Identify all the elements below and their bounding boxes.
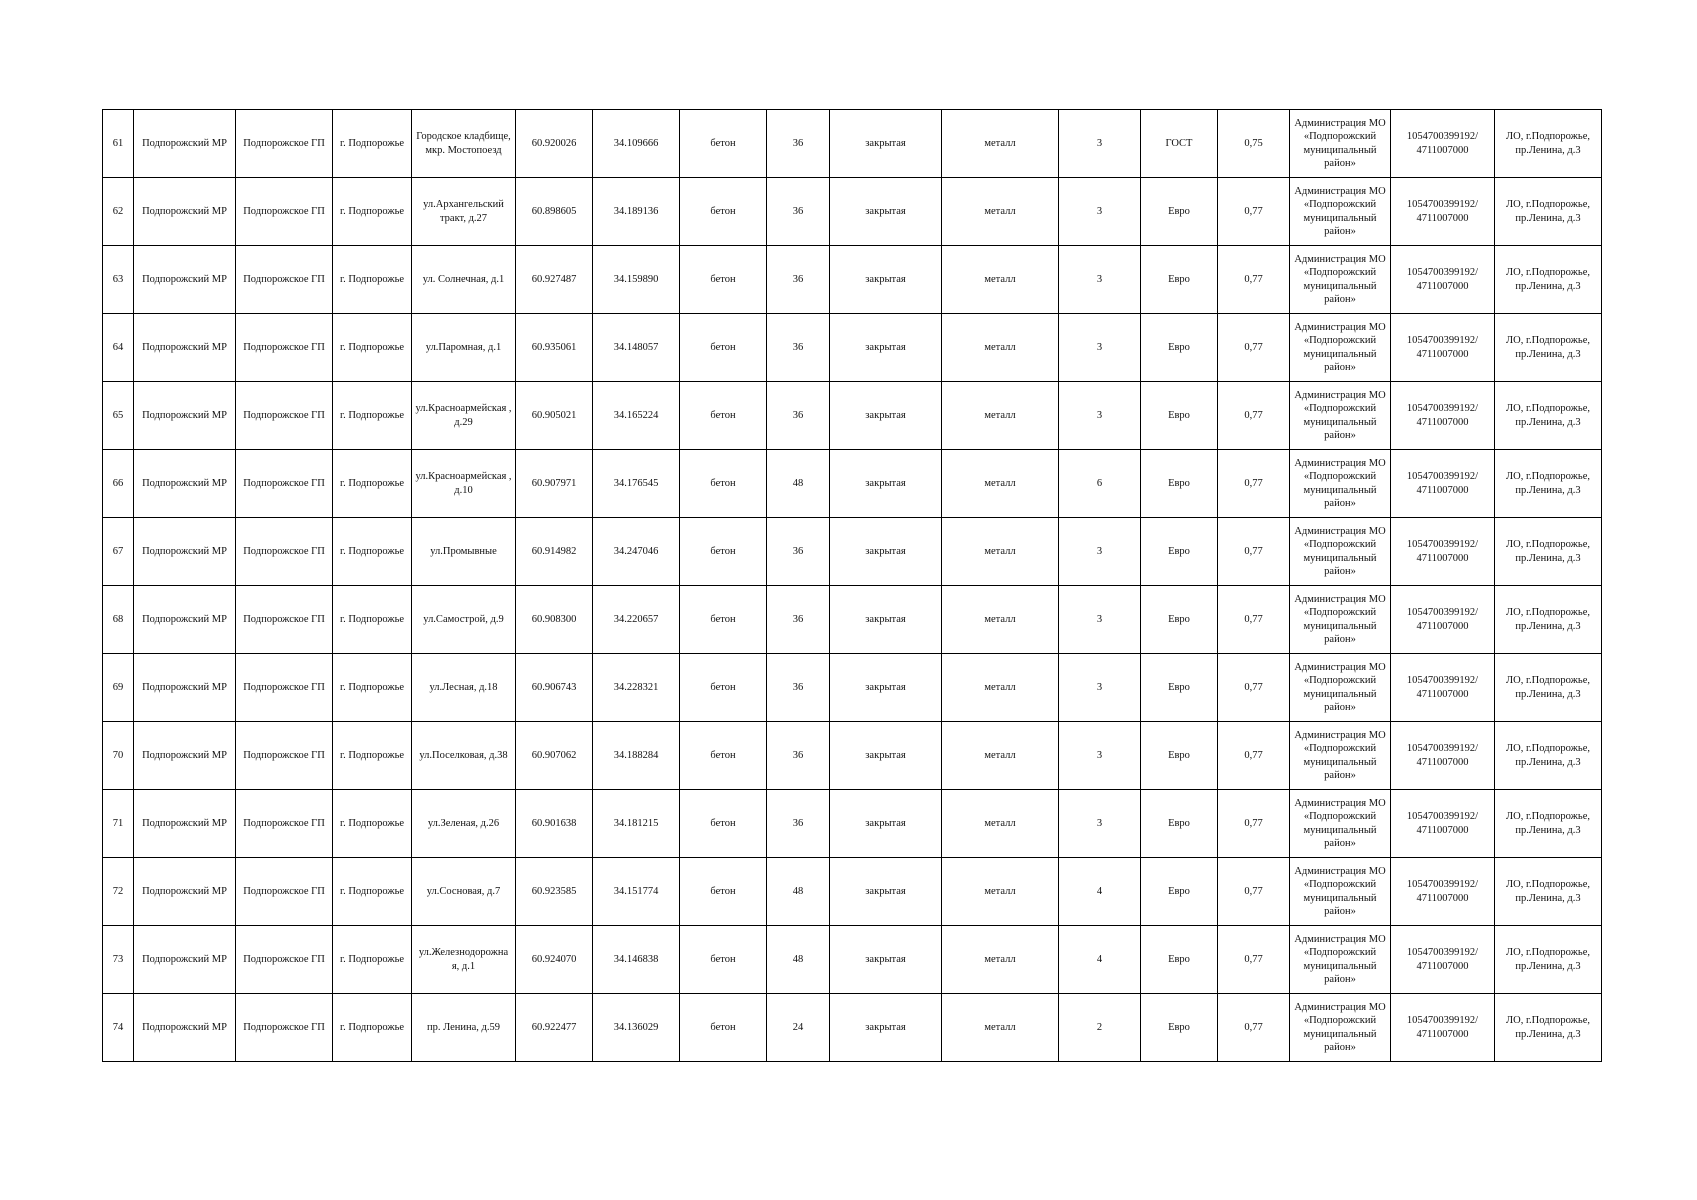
table-row [103, 314, 1602, 382]
address-cell: ул.Поселковая, д.38 [412, 722, 516, 790]
district-cell: Подпорожский МР [134, 450, 236, 518]
container-volume-cell: 0,77 [1218, 722, 1290, 790]
ogrn-inn-cell: 1054700399192/ 4711007000 [1391, 586, 1495, 654]
container-count-cell: 4 [1059, 858, 1141, 926]
owner-text: Администрация МО «Подпорожский муниципальный район» [1294, 865, 1386, 917]
container-type-cell: Евро [1141, 246, 1218, 314]
container-volume-cell: 0,77 [1218, 586, 1290, 654]
town-cell: г. Подпорожье [333, 178, 412, 246]
owner-text: Администрация МО «Подпорожский муниципальный район» [1294, 389, 1386, 441]
fence-cell: закрытая [830, 994, 942, 1062]
owner-address-cell: ЛО, г.Подпорожье, пр.Ленина, д.3 [1495, 518, 1602, 586]
longitude-cell: 34.188284 [593, 722, 680, 790]
table-row [103, 654, 1602, 722]
surface-cell: бетон [680, 858, 767, 926]
district-cell: Подпорожский МР [134, 926, 236, 994]
area-cell: 36 [767, 654, 830, 722]
longitude-cell: 34.159890 [593, 246, 680, 314]
owner-text: Администрация МО «Подпорожский муниципальный район» [1294, 117, 1386, 169]
row-number-cell: 64 [103, 314, 134, 382]
longitude-cell: 34.176545 [593, 450, 680, 518]
owner-cell [1290, 110, 1391, 178]
area-cell: 48 [767, 858, 830, 926]
address-cell: ул.Сосновая, д.7 [412, 858, 516, 926]
town-cell: г. Подпорожье [333, 314, 412, 382]
area-cell: 36 [767, 314, 830, 382]
town-cell: г. Подпорожье [333, 790, 412, 858]
table-row [103, 178, 1602, 246]
container-count-cell: 3 [1059, 246, 1141, 314]
longitude-cell: 34.151774 [593, 858, 680, 926]
row-number-cell: 70 [103, 722, 134, 790]
container-count-cell: 3 [1059, 178, 1141, 246]
container-count-cell: 3 [1059, 654, 1141, 722]
owner-cell [1290, 586, 1391, 654]
ogrn-inn-cell: 1054700399192/ 4711007000 [1391, 722, 1495, 790]
ogrn-inn-cell: 1054700399192/ 4711007000 [1391, 382, 1495, 450]
area-cell: 36 [767, 586, 830, 654]
area-cell: 48 [767, 450, 830, 518]
district-cell: Подпорожский МР [134, 858, 236, 926]
area-cell: 36 [767, 722, 830, 790]
material-cell: металл [942, 722, 1059, 790]
longitude-cell: 34.148057 [593, 314, 680, 382]
settlement-cell: Подпорожское ГП [236, 314, 333, 382]
table-row [103, 246, 1602, 314]
row-number-cell: 62 [103, 178, 134, 246]
ogrn-inn-cell: 1054700399192/ 4711007000 [1391, 246, 1495, 314]
material-cell: металл [942, 858, 1059, 926]
container-count-cell: 3 [1059, 790, 1141, 858]
container-type-cell: Евро [1141, 314, 1218, 382]
latitude-cell: 60.907971 [516, 450, 593, 518]
row-number-cell: 73 [103, 926, 134, 994]
fence-cell: закрытая [830, 722, 942, 790]
longitude-cell: 34.136029 [593, 994, 680, 1062]
table-row [103, 722, 1602, 790]
fence-cell: закрытая [830, 858, 942, 926]
owner-cell [1290, 858, 1391, 926]
address-cell: ул.Паромная, д.1 [412, 314, 516, 382]
owner-address-cell: ЛО, г.Подпорожье, пр.Ленина, д.3 [1495, 994, 1602, 1062]
latitude-cell: 60.905021 [516, 382, 593, 450]
address-cell: ул. Солнечная, д.1 [412, 246, 516, 314]
owner-cell [1290, 994, 1391, 1062]
container-volume-cell: 0,77 [1218, 178, 1290, 246]
address-cell: ул.Красноармейская , д.10 [412, 450, 516, 518]
owner-address-cell: ЛО, г.Подпорожье, пр.Ленина, д.3 [1495, 586, 1602, 654]
address-cell: пр. Ленина, д.59 [412, 994, 516, 1062]
latitude-cell: 60.898605 [516, 178, 593, 246]
district-cell: Подпорожский МР [134, 790, 236, 858]
container-count-cell: 6 [1059, 450, 1141, 518]
material-cell: металл [942, 246, 1059, 314]
settlement-cell: Подпорожское ГП [236, 858, 333, 926]
area-cell: 48 [767, 926, 830, 994]
settlement-cell: Подпорожское ГП [236, 178, 333, 246]
owner-cell [1290, 246, 1391, 314]
surface-cell: бетон [680, 586, 767, 654]
address-cell: ул.Самострой, д.9 [412, 586, 516, 654]
row-number-cell: 74 [103, 994, 134, 1062]
material-cell: металл [942, 790, 1059, 858]
latitude-cell: 60.920026 [516, 110, 593, 178]
owner-cell [1290, 654, 1391, 722]
settlement-cell: Подпорожское ГП [236, 790, 333, 858]
fence-cell: закрытая [830, 926, 942, 994]
district-cell: Подпорожский МР [134, 518, 236, 586]
district-cell: Подпорожский МР [134, 654, 236, 722]
area-cell: 24 [767, 994, 830, 1062]
container-type-cell: Евро [1141, 790, 1218, 858]
table-row [103, 586, 1602, 654]
owner-text: Администрация МО «Подпорожский муниципальный район» [1294, 253, 1386, 305]
settlement-cell: Подпорожское ГП [236, 518, 333, 586]
town-cell: г. Подпорожье [333, 382, 412, 450]
container-volume-cell: 0,77 [1218, 382, 1290, 450]
surface-cell: бетон [680, 518, 767, 586]
fence-cell: закрытая [830, 654, 942, 722]
owner-address-cell: ЛО, г.Подпорожье, пр.Ленина, д.3 [1495, 178, 1602, 246]
town-cell: г. Подпорожье [333, 926, 412, 994]
surface-cell: бетон [680, 246, 767, 314]
row-number-cell: 66 [103, 450, 134, 518]
owner-address-cell: ЛО, г.Подпорожье, пр.Ленина, д.3 [1495, 450, 1602, 518]
owner-text: Администрация МО «Подпорожский муниципальный район» [1294, 525, 1386, 577]
container-sites-table [102, 109, 1602, 1062]
owner-address-cell: ЛО, г.Подпорожье, пр.Ленина, д.3 [1495, 926, 1602, 994]
container-type-cell: Евро [1141, 178, 1218, 246]
row-number-cell: 68 [103, 586, 134, 654]
table-row [103, 518, 1602, 586]
surface-cell: бетон [680, 926, 767, 994]
address-cell: ул.Железнодорожна я, д.1 [412, 926, 516, 994]
owner-text: Администрация МО «Подпорожский муниципальный район» [1294, 593, 1386, 645]
row-number-cell: 72 [103, 858, 134, 926]
ogrn-inn-cell: 1054700399192/ 4711007000 [1391, 450, 1495, 518]
longitude-cell: 34.146838 [593, 926, 680, 994]
area-cell: 36 [767, 110, 830, 178]
town-cell: г. Подпорожье [333, 858, 412, 926]
material-cell: металл [942, 994, 1059, 1062]
settlement-cell: Подпорожское ГП [236, 586, 333, 654]
fence-cell: закрытая [830, 382, 942, 450]
material-cell: металл [942, 382, 1059, 450]
ogrn-inn-cell: 1054700399192/ 4711007000 [1391, 110, 1495, 178]
latitude-cell: 60.924070 [516, 926, 593, 994]
owner-text: Администрация МО «Подпорожский муниципальный район» [1294, 661, 1386, 713]
table-row [103, 994, 1602, 1062]
owner-cell [1290, 926, 1391, 994]
longitude-cell: 34.220657 [593, 586, 680, 654]
container-volume-cell: 0,77 [1218, 450, 1290, 518]
surface-cell: бетон [680, 654, 767, 722]
container-volume-cell: 0,75 [1218, 110, 1290, 178]
container-count-cell: 4 [1059, 926, 1141, 994]
container-count-cell: 3 [1059, 518, 1141, 586]
owner-text: Администрация МО «Подпорожский муниципальный район» [1294, 1001, 1386, 1053]
address-cell: ул.Зеленая, д.26 [412, 790, 516, 858]
fence-cell: закрытая [830, 246, 942, 314]
container-type-cell: Евро [1141, 518, 1218, 586]
town-cell: г. Подпорожье [333, 110, 412, 178]
owner-address-cell: ЛО, г.Подпорожье, пр.Ленина, д.3 [1495, 246, 1602, 314]
town-cell: г. Подпорожье [333, 246, 412, 314]
settlement-cell: Подпорожское ГП [236, 110, 333, 178]
container-count-cell: 2 [1059, 994, 1141, 1062]
container-count-cell: 3 [1059, 586, 1141, 654]
longitude-cell: 34.181215 [593, 790, 680, 858]
row-number-cell: 61 [103, 110, 134, 178]
longitude-cell: 34.165224 [593, 382, 680, 450]
district-cell: Подпорожский МР [134, 246, 236, 314]
address-cell: Городское кладбище, мкр. Мостопоезд [412, 110, 516, 178]
address-cell: ул.Промывные [412, 518, 516, 586]
address-cell: ул.Красноармейская , д.29 [412, 382, 516, 450]
district-cell: Подпорожский МР [134, 586, 236, 654]
material-cell: металл [942, 654, 1059, 722]
fence-cell: закрытая [830, 518, 942, 586]
owner-address-cell: ЛО, г.Подпорожье, пр.Ленина, д.3 [1495, 382, 1602, 450]
latitude-cell: 60.935061 [516, 314, 593, 382]
row-number-cell: 69 [103, 654, 134, 722]
owner-text: Администрация МО «Подпорожский муниципальный район» [1294, 457, 1386, 509]
ogrn-inn-cell: 1054700399192/ 4711007000 [1391, 314, 1495, 382]
owner-address-cell: ЛО, г.Подпорожье, пр.Ленина, д.3 [1495, 790, 1602, 858]
district-cell: Подпорожский МР [134, 994, 236, 1062]
owner-text: Администрация МО «Подпорожский муниципальный район» [1294, 729, 1386, 781]
latitude-cell: 60.907062 [516, 722, 593, 790]
town-cell: г. Подпорожье [333, 450, 412, 518]
owner-text: Администрация МО «Подпорожский муниципальный район» [1294, 933, 1386, 985]
town-cell: г. Подпорожье [333, 518, 412, 586]
longitude-cell: 34.109666 [593, 110, 680, 178]
owner-cell [1290, 790, 1391, 858]
material-cell: металл [942, 110, 1059, 178]
material-cell: металл [942, 450, 1059, 518]
latitude-cell: 60.906743 [516, 654, 593, 722]
area-cell: 36 [767, 518, 830, 586]
material-cell: металл [942, 518, 1059, 586]
owner-cell [1290, 518, 1391, 586]
latitude-cell: 60.927487 [516, 246, 593, 314]
settlement-cell: Подпорожское ГП [236, 722, 333, 790]
container-type-cell: Евро [1141, 858, 1218, 926]
area-cell: 36 [767, 178, 830, 246]
row-number-cell: 63 [103, 246, 134, 314]
material-cell: металл [942, 314, 1059, 382]
material-cell: металл [942, 926, 1059, 994]
ogrn-inn-cell: 1054700399192/ 4711007000 [1391, 994, 1495, 1062]
container-type-cell: Евро [1141, 654, 1218, 722]
container-volume-cell: 0,77 [1218, 314, 1290, 382]
container-count-cell: 3 [1059, 314, 1141, 382]
ogrn-inn-cell: 1054700399192/ 4711007000 [1391, 790, 1495, 858]
material-cell: металл [942, 178, 1059, 246]
area-cell: 36 [767, 382, 830, 450]
container-volume-cell: 0,77 [1218, 790, 1290, 858]
owner-cell [1290, 722, 1391, 790]
address-cell: ул.Архангельский тракт, д.27 [412, 178, 516, 246]
district-cell: Подпорожский МР [134, 382, 236, 450]
container-count-cell: 3 [1059, 110, 1141, 178]
longitude-cell: 34.189136 [593, 178, 680, 246]
surface-cell: бетон [680, 722, 767, 790]
district-cell: Подпорожский МР [134, 314, 236, 382]
container-type-cell: Евро [1141, 926, 1218, 994]
table-row [103, 382, 1602, 450]
container-type-cell: Евро [1141, 382, 1218, 450]
owner-text: Администрация МО «Подпорожский муниципальный район» [1294, 797, 1386, 849]
settlement-cell: Подпорожское ГП [236, 926, 333, 994]
container-type-cell: Евро [1141, 450, 1218, 518]
row-number-cell: 71 [103, 790, 134, 858]
container-type-cell: Евро [1141, 722, 1218, 790]
table-row [103, 926, 1602, 994]
area-cell: 36 [767, 790, 830, 858]
ogrn-inn-cell: 1054700399192/ 4711007000 [1391, 858, 1495, 926]
ogrn-inn-cell: 1054700399192/ 4711007000 [1391, 518, 1495, 586]
area-cell: 36 [767, 246, 830, 314]
ogrn-inn-cell: 1054700399192/ 4711007000 [1391, 926, 1495, 994]
settlement-cell: Подпорожское ГП [236, 382, 333, 450]
owner-address-cell: ЛО, г.Подпорожье, пр.Ленина, д.3 [1495, 110, 1602, 178]
surface-cell: бетон [680, 314, 767, 382]
owner-address-cell: ЛО, г.Подпорожье, пр.Ленина, д.3 [1495, 858, 1602, 926]
owner-address-cell: ЛО, г.Подпорожье, пр.Ленина, д.3 [1495, 722, 1602, 790]
latitude-cell: 60.908300 [516, 586, 593, 654]
settlement-cell: Подпорожское ГП [236, 654, 333, 722]
container-volume-cell: 0,77 [1218, 518, 1290, 586]
latitude-cell: 60.922477 [516, 994, 593, 1062]
town-cell: г. Подпорожье [333, 654, 412, 722]
district-cell: Подпорожский МР [134, 110, 236, 178]
fence-cell: закрытая [830, 178, 942, 246]
table-row [103, 110, 1602, 178]
longitude-cell: 34.247046 [593, 518, 680, 586]
surface-cell: бетон [680, 994, 767, 1062]
owner-cell [1290, 314, 1391, 382]
table-body [103, 110, 1602, 1062]
row-number-cell: 67 [103, 518, 134, 586]
district-cell: Подпорожский МР [134, 178, 236, 246]
owner-text: Администрация МО «Подпорожский муниципальный район» [1294, 185, 1386, 237]
surface-cell: бетон [680, 382, 767, 450]
table-row [103, 858, 1602, 926]
fence-cell: закрытая [830, 450, 942, 518]
address-cell: ул.Лесная, д.18 [412, 654, 516, 722]
table-row [103, 450, 1602, 518]
owner-text: Администрация МО «Подпорожский муниципальный район» [1294, 321, 1386, 373]
container-volume-cell: 0,77 [1218, 246, 1290, 314]
town-cell: г. Подпорожье [333, 994, 412, 1062]
latitude-cell: 60.901638 [516, 790, 593, 858]
district-cell: Подпорожский МР [134, 722, 236, 790]
owner-address-cell: ЛО, г.Подпорожье, пр.Ленина, д.3 [1495, 654, 1602, 722]
settlement-cell: Подпорожское ГП [236, 994, 333, 1062]
surface-cell: бетон [680, 178, 767, 246]
longitude-cell: 34.228321 [593, 654, 680, 722]
fence-cell: закрытая [830, 110, 942, 178]
container-count-cell: 3 [1059, 722, 1141, 790]
container-type-cell: Евро [1141, 586, 1218, 654]
table-row [103, 790, 1602, 858]
latitude-cell: 60.923585 [516, 858, 593, 926]
surface-cell: бетон [680, 110, 767, 178]
container-volume-cell: 0,77 [1218, 654, 1290, 722]
container-volume-cell: 0,77 [1218, 858, 1290, 926]
fence-cell: закрытая [830, 314, 942, 382]
surface-cell: бетон [680, 450, 767, 518]
container-type-cell: ГОСТ [1141, 110, 1218, 178]
town-cell: г. Подпорожье [333, 722, 412, 790]
container-volume-cell: 0,77 [1218, 994, 1290, 1062]
fence-cell: закрытая [830, 790, 942, 858]
container-count-cell: 3 [1059, 382, 1141, 450]
row-number-cell: 65 [103, 382, 134, 450]
town-cell: г. Подпорожье [333, 586, 412, 654]
owner-cell [1290, 450, 1391, 518]
owner-cell [1290, 178, 1391, 246]
ogrn-inn-cell: 1054700399192/ 4711007000 [1391, 178, 1495, 246]
owner-address-cell: ЛО, г.Подпорожье, пр.Ленина, д.3 [1495, 314, 1602, 382]
container-volume-cell: 0,77 [1218, 926, 1290, 994]
ogrn-inn-cell: 1054700399192/ 4711007000 [1391, 654, 1495, 722]
settlement-cell: Подпорожское ГП [236, 246, 333, 314]
container-type-cell: Евро [1141, 994, 1218, 1062]
fence-cell: закрытая [830, 586, 942, 654]
material-cell: металл [942, 586, 1059, 654]
settlement-cell: Подпорожское ГП [236, 450, 333, 518]
latitude-cell: 60.914982 [516, 518, 593, 586]
surface-cell: бетон [680, 790, 767, 858]
owner-cell [1290, 382, 1391, 450]
